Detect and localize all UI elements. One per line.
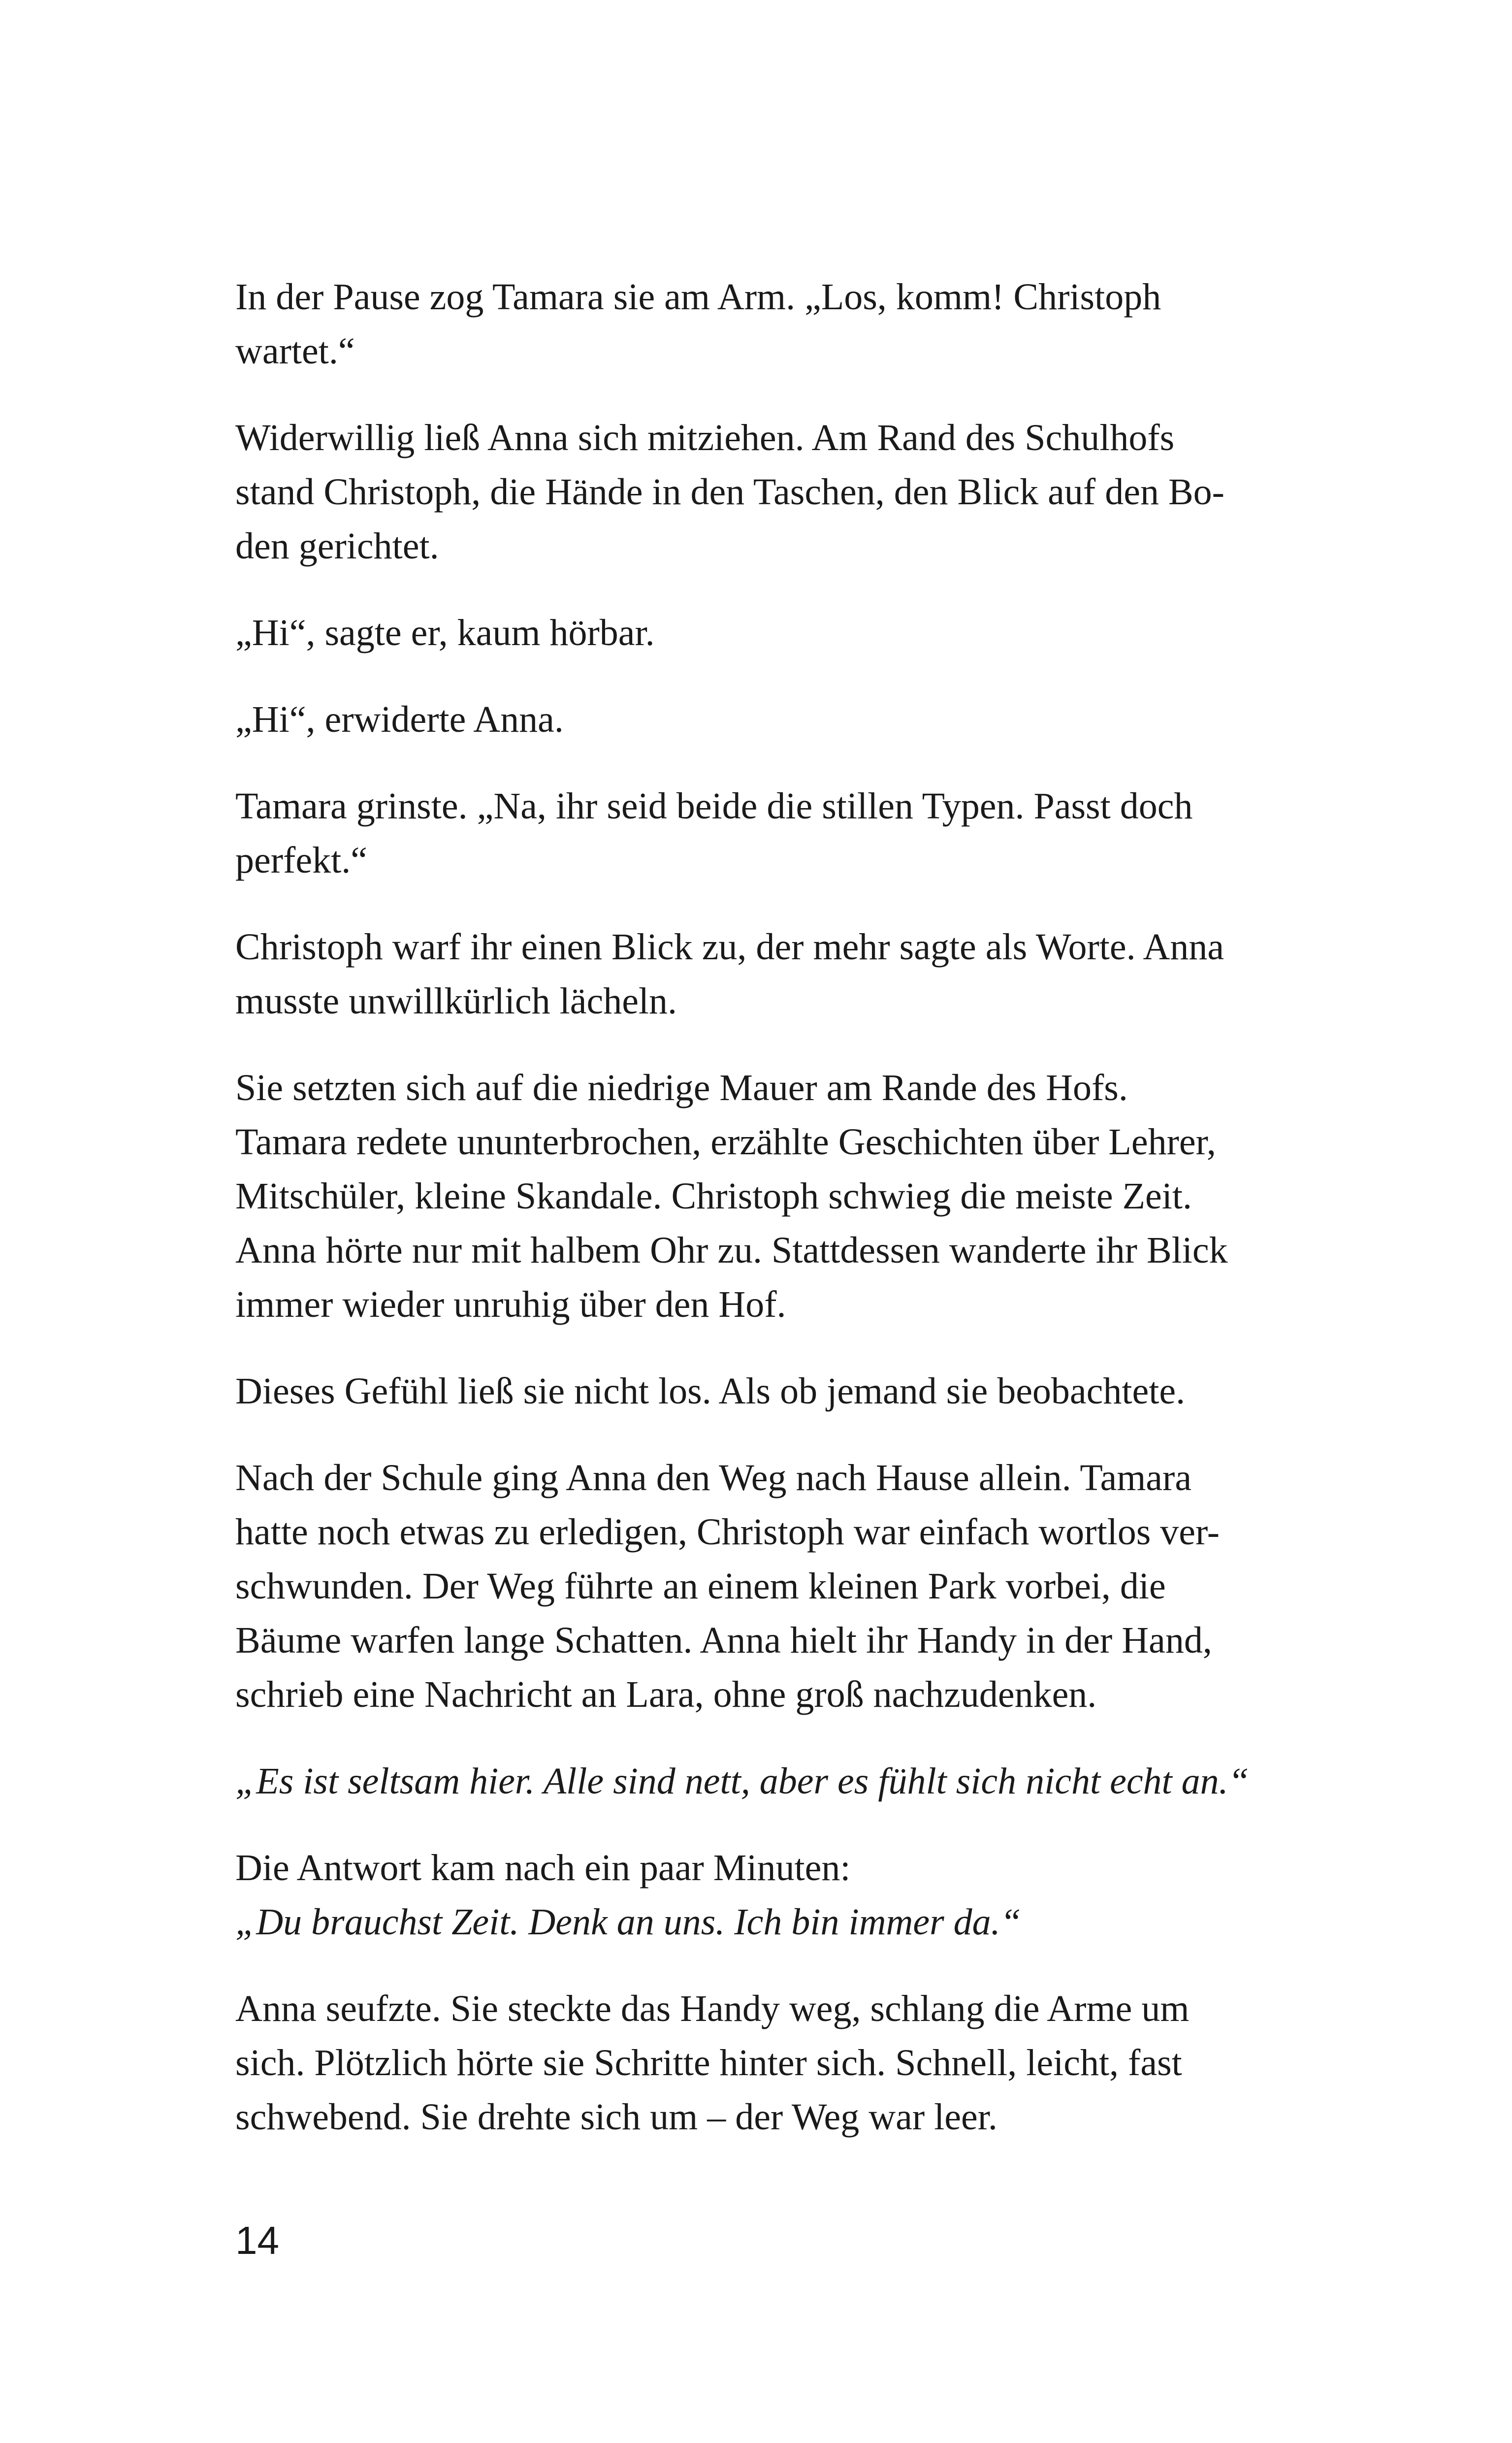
text-line: Bäume warfen lange Schatten. Anna hielt ihr Handy in der Hand, [235,1620,1212,1661]
paragraph [235,270,1338,378]
paragraph [235,1451,1338,1722]
text-line: sich. Plötzlich hörte sie Schritte hinter sich. Schnell, leicht, fast [235,2042,1182,2084]
paragraph [235,1841,1338,1949]
text-line: Christoph warf ihr einen Blick zu, der mehr sagte als Worte. Anna [235,926,1224,968]
text-line: schrieb eine Nachricht an Lara, ohne groß nachzudenken. [235,1674,1097,1715]
text-line: schwebend. Sie drehte sich um – der Weg war leer. [235,2096,997,2138]
text-line: stand Christoph, die Hände in den Taschen, den Blick auf den Bo- [235,471,1224,513]
text-line: den gerichtet. [235,525,439,567]
text-line: In der Pause zog Tamara sie am Arm. „Los, komm! Christoph [235,276,1161,318]
text-line: hatte noch etwas zu erledigen, Christoph war einfach wortlos ver- [235,1511,1220,1553]
paragraph [235,920,1338,1028]
paragraph [235,1061,1338,1332]
paragraph [235,606,1338,660]
paragraph [235,411,1338,573]
reply-text-italic: „Du brauchst Zeit. Denk an uns. Ich bin immer da.“ [235,1901,1021,1943]
text-line: Die Antwort kam nach ein paar Minuten: [235,1847,851,1889]
text-line: wartet.“ [235,330,355,372]
text-line: Sie setzten sich auf die niedrige Mauer am Rande des Hofs. [235,1067,1128,1108]
text-line: Dieses Gefühl ließ sie nicht los. Als ob jemand sie beobachtete. [235,1370,1186,1412]
text-line: Anna hörte nur mit halbem Ohr zu. Stattdessen wanderte ihr Blick [235,1230,1228,1271]
text-line: „Hi“, erwiderte Anna. [235,699,564,740]
paragraph [235,692,1338,747]
text-line: „Hi“, sagte er, kaum hörbar. [235,612,655,653]
paragraph [235,1982,1338,2144]
text-line: schwunden. Der Weg führte an einem kleinen Park vorbei, die [235,1565,1166,1607]
paragraph [235,779,1338,887]
page-number: 14 [235,2218,279,2262]
text-line: Tamara grinste. „Na, ihr seid beide die stillen Typen. Passt doch [235,785,1193,827]
text-line: „Es ist seltsam hier. Alle sind nett, aber es fühlt sich nicht echt an.“ [235,1760,1249,1802]
message-text-italic [235,1754,1338,1808]
text-line: immer wieder unruhig über den Hof. [235,1284,786,1325]
text-line: Anna seufzte. Sie steckte das Handy weg, schlang die Arme um [235,1988,1190,2029]
body-text [235,270,1338,2177]
text-line: Nach der Schule ging Anna den Weg nach Hause allein. Tamara [235,1457,1192,1498]
text-line: Mitschüler, kleine Skandale. Christoph schwieg die meiste Zeit. [235,1175,1192,1217]
text-line: Tamara redete ununterbrochen, erzählte Geschichten über Lehrer, [235,1121,1216,1163]
text-line: Widerwillig ließ Anna sich mitziehen. Am Rand des Schulhofs [235,417,1175,458]
paragraph [235,1364,1338,1418]
text-line: musste unwillkürlich lächeln. [235,980,677,1022]
text-line: perfekt.“ [235,840,367,881]
